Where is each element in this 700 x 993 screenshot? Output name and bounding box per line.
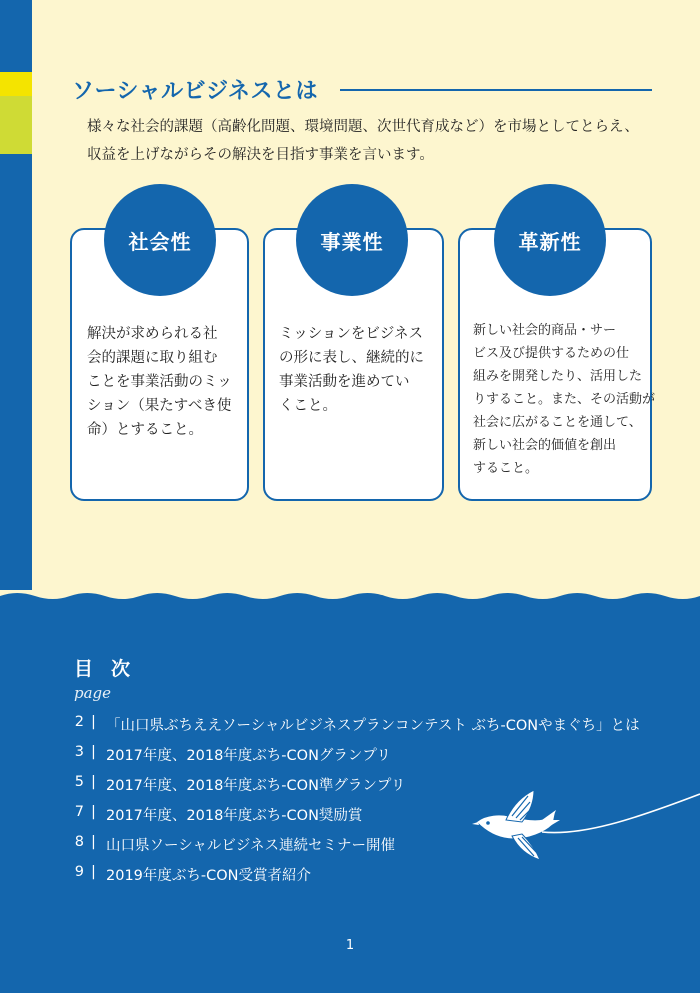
page-number: 1: [345, 938, 355, 953]
toc-entry-text: 山口県ソーシャルビジネス連続セミナー開催: [106, 838, 395, 854]
card-line: ことを事業活動のミッ: [87, 374, 232, 390]
title-rule: [340, 89, 652, 91]
toc-entry-text: 2019年度ぶち-CON受賞者紹介: [106, 868, 312, 884]
toc-separator: |: [91, 804, 96, 820]
card-line: 組みを開発したり、活用した: [473, 369, 643, 384]
toc-entry-text: 2017年度、2018年度ぶち-CONグランプリ: [106, 748, 391, 764]
toc-page-number: 8: [74, 834, 84, 850]
toc-item[interactable]: [72, 740, 672, 770]
toc-separator: |: [91, 834, 96, 850]
toc-page-label: page: [74, 684, 112, 702]
card-title-business: 事業性: [296, 184, 408, 296]
card-body-business: [279, 322, 424, 418]
left-accent-bar: [0, 0, 32, 590]
card-line: りすること。また、その活動が: [473, 392, 656, 407]
toc-item[interactable]: [72, 710, 672, 740]
toc-heading: 目次: [74, 658, 149, 680]
card-line: 社会に広がることを通して、: [473, 415, 642, 430]
card-line: 会的課題に取り組む: [87, 350, 218, 366]
card-line: くこと。: [279, 398, 337, 414]
intro-line: 様々な社会的課題（高齢化問題、環境問題、次世代育成など）を市場としてとらえ、: [87, 119, 639, 135]
card-line: 解決が求められる社: [87, 326, 218, 342]
toc-page-number: 3: [74, 744, 84, 760]
card-body-innovation: [473, 319, 655, 480]
card-title-innovation: 革新性: [494, 184, 606, 296]
card-line: 新しい社会的価値を創出: [473, 438, 617, 453]
toc-page-number: 2: [74, 714, 84, 730]
toc-separator: |: [91, 744, 96, 760]
card-body-social: [87, 322, 232, 442]
toc-separator: |: [91, 774, 96, 790]
yellow-accent: [0, 72, 32, 96]
card-line: 命）とすること。: [87, 422, 203, 438]
toc-separator: |: [91, 714, 96, 730]
card-line: 新しい社会的商品・サー: [473, 323, 617, 338]
toc-page-number: 7: [74, 804, 84, 820]
toc-entry-text: 2017年度、2018年度ぶち-CON準グランプリ: [106, 778, 406, 794]
toc-entry-text: 2017年度、2018年度ぶち-CON奨励賞: [106, 808, 363, 824]
toc-separator: |: [91, 864, 96, 880]
section-title: ソーシャルビジネスとは: [72, 79, 318, 104]
bird-icon: [472, 780, 700, 880]
card-line: の形に表し、継続的に: [279, 350, 424, 366]
card-line: ミッションをビジネス: [279, 326, 423, 342]
toc-page-number: 9: [74, 864, 84, 880]
toc-entry-text: 「山口県ぶちええソーシャルビジネスプランコンテスト ぶち-CONやまぐち」とは: [106, 718, 640, 734]
card-line: ション（果たすべき使: [87, 398, 232, 414]
section-title-row: [72, 74, 652, 106]
intro-line: 収益を上げながらその解決を目指す事業を言います。: [87, 147, 434, 163]
card-line: すること。: [473, 461, 539, 476]
card-title-social: 社会性: [104, 184, 216, 296]
lime-accent: [0, 96, 32, 154]
intro-text: [87, 113, 667, 169]
card-line: ビス及び提供するための仕: [473, 346, 630, 361]
toc-page-number: 5: [74, 774, 84, 790]
card-line: 事業活動を進めてい: [279, 374, 410, 390]
